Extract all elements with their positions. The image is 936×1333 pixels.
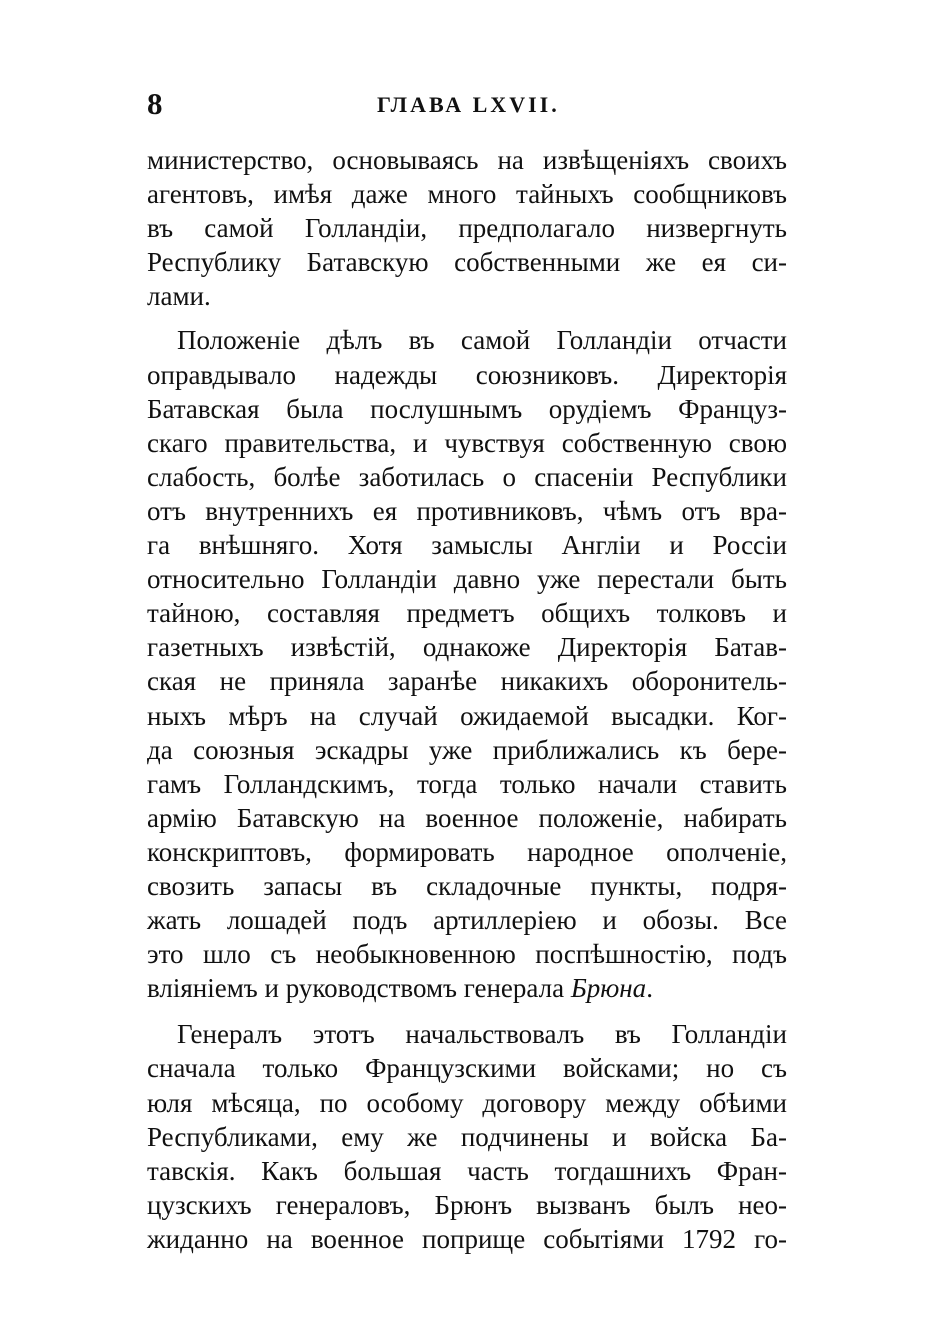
text-line: цузскихъ генераловъ, Брюнъ вызванъ былъ нео- (147, 1189, 787, 1220)
text-fragment: . (646, 973, 653, 1004)
text-line (147, 971, 787, 1005)
text-line: гамъ Голландскимъ, тогда только начали ставить (147, 768, 787, 799)
text-line: армію Батавскую на военное положеніе, набирать (147, 802, 787, 833)
text-fragment: вліяніемъ и руководствомъ генерала (147, 973, 571, 1004)
text-line: да союзныя эскадры уже приближались къ бере- (147, 734, 787, 765)
text-line: слабость, болѣе заботилась о спасеніи Республики (147, 461, 787, 492)
text-line: министерство, основываясь на извѣщеніяхъ своихъ (147, 145, 787, 175)
text-line: оправдывало надежды союзниковъ. Директорія (147, 359, 787, 390)
text-line: ныхъ мѣръ на случай ожидаемой высадки. Ког- (147, 700, 787, 731)
text-line: Республиками, ему же подчинены и войска Ба- (147, 1121, 787, 1152)
text-line: агентовъ, имѣя даже много тайныхъ сообщниковъ (147, 179, 787, 210)
text-line: газетныхъ извѣстій, однакоже Директорія Батав- (147, 632, 787, 663)
text-line: юля мѣсяца, по особому договору между обѣими (147, 1087, 787, 1118)
text-line: конскриптовъ, формировать народное ополченіе, (147, 836, 787, 867)
running-head (147, 86, 787, 122)
text-line: тайною, составляя предметъ общихъ толковъ и (147, 598, 787, 629)
italic-name: Брюна (570, 973, 647, 1004)
text-line: Положеніе дѣлъ въ самой Голландіи отчасти (177, 325, 787, 356)
text-line: сначала только Французскими войсками; но съ (147, 1053, 787, 1084)
text-line: скаго правительства, и чувствуя собственную свою (147, 427, 787, 458)
text-line: Республику Батавскую собственными же ея си- (147, 247, 787, 278)
text-line: жиданно на военное поприще событіями 1792 го- (147, 1223, 787, 1254)
paragraph-2 (147, 323, 787, 1005)
text-line: въ самой Голландіи, предполагало низвергнуть (147, 213, 787, 244)
text-line: ская не приняла заранѣе никакихъ оборонитель- (147, 666, 787, 697)
text-line: это шло съ необыкновенною поспѣшностію, подъ (147, 939, 787, 970)
body-text (147, 143, 787, 1256)
text-line: га внѣшняго. Хотя замыслы Англіи и Россіи (147, 530, 787, 561)
text-line: относительно Голландіи давно уже перестали быть (147, 564, 787, 595)
text-line: отъ внутреннихъ ея противниковъ, чѣмъ отъ вра- (147, 495, 787, 526)
text-line: Генералъ этотъ начальствовалъ въ Голландіи (177, 1019, 787, 1050)
paragraph-1 (147, 143, 787, 313)
text-line: свозить запасы въ складочные пункты, подря- (147, 870, 787, 901)
text-line: тавскія. Какъ большая часть тогдашнихъ Фран- (147, 1155, 787, 1186)
page-number: 8 (147, 86, 163, 121)
text-line: лами. (147, 281, 211, 312)
text-line: Батавская была послушнымъ орудіемъ Француз- (147, 393, 787, 424)
paragraph-3 (147, 1017, 787, 1256)
text-line: жать лошадей подъ артиллерiею и обозы. Все (147, 905, 787, 936)
chapter-title: ГЛАВА LXVII. (377, 92, 560, 117)
